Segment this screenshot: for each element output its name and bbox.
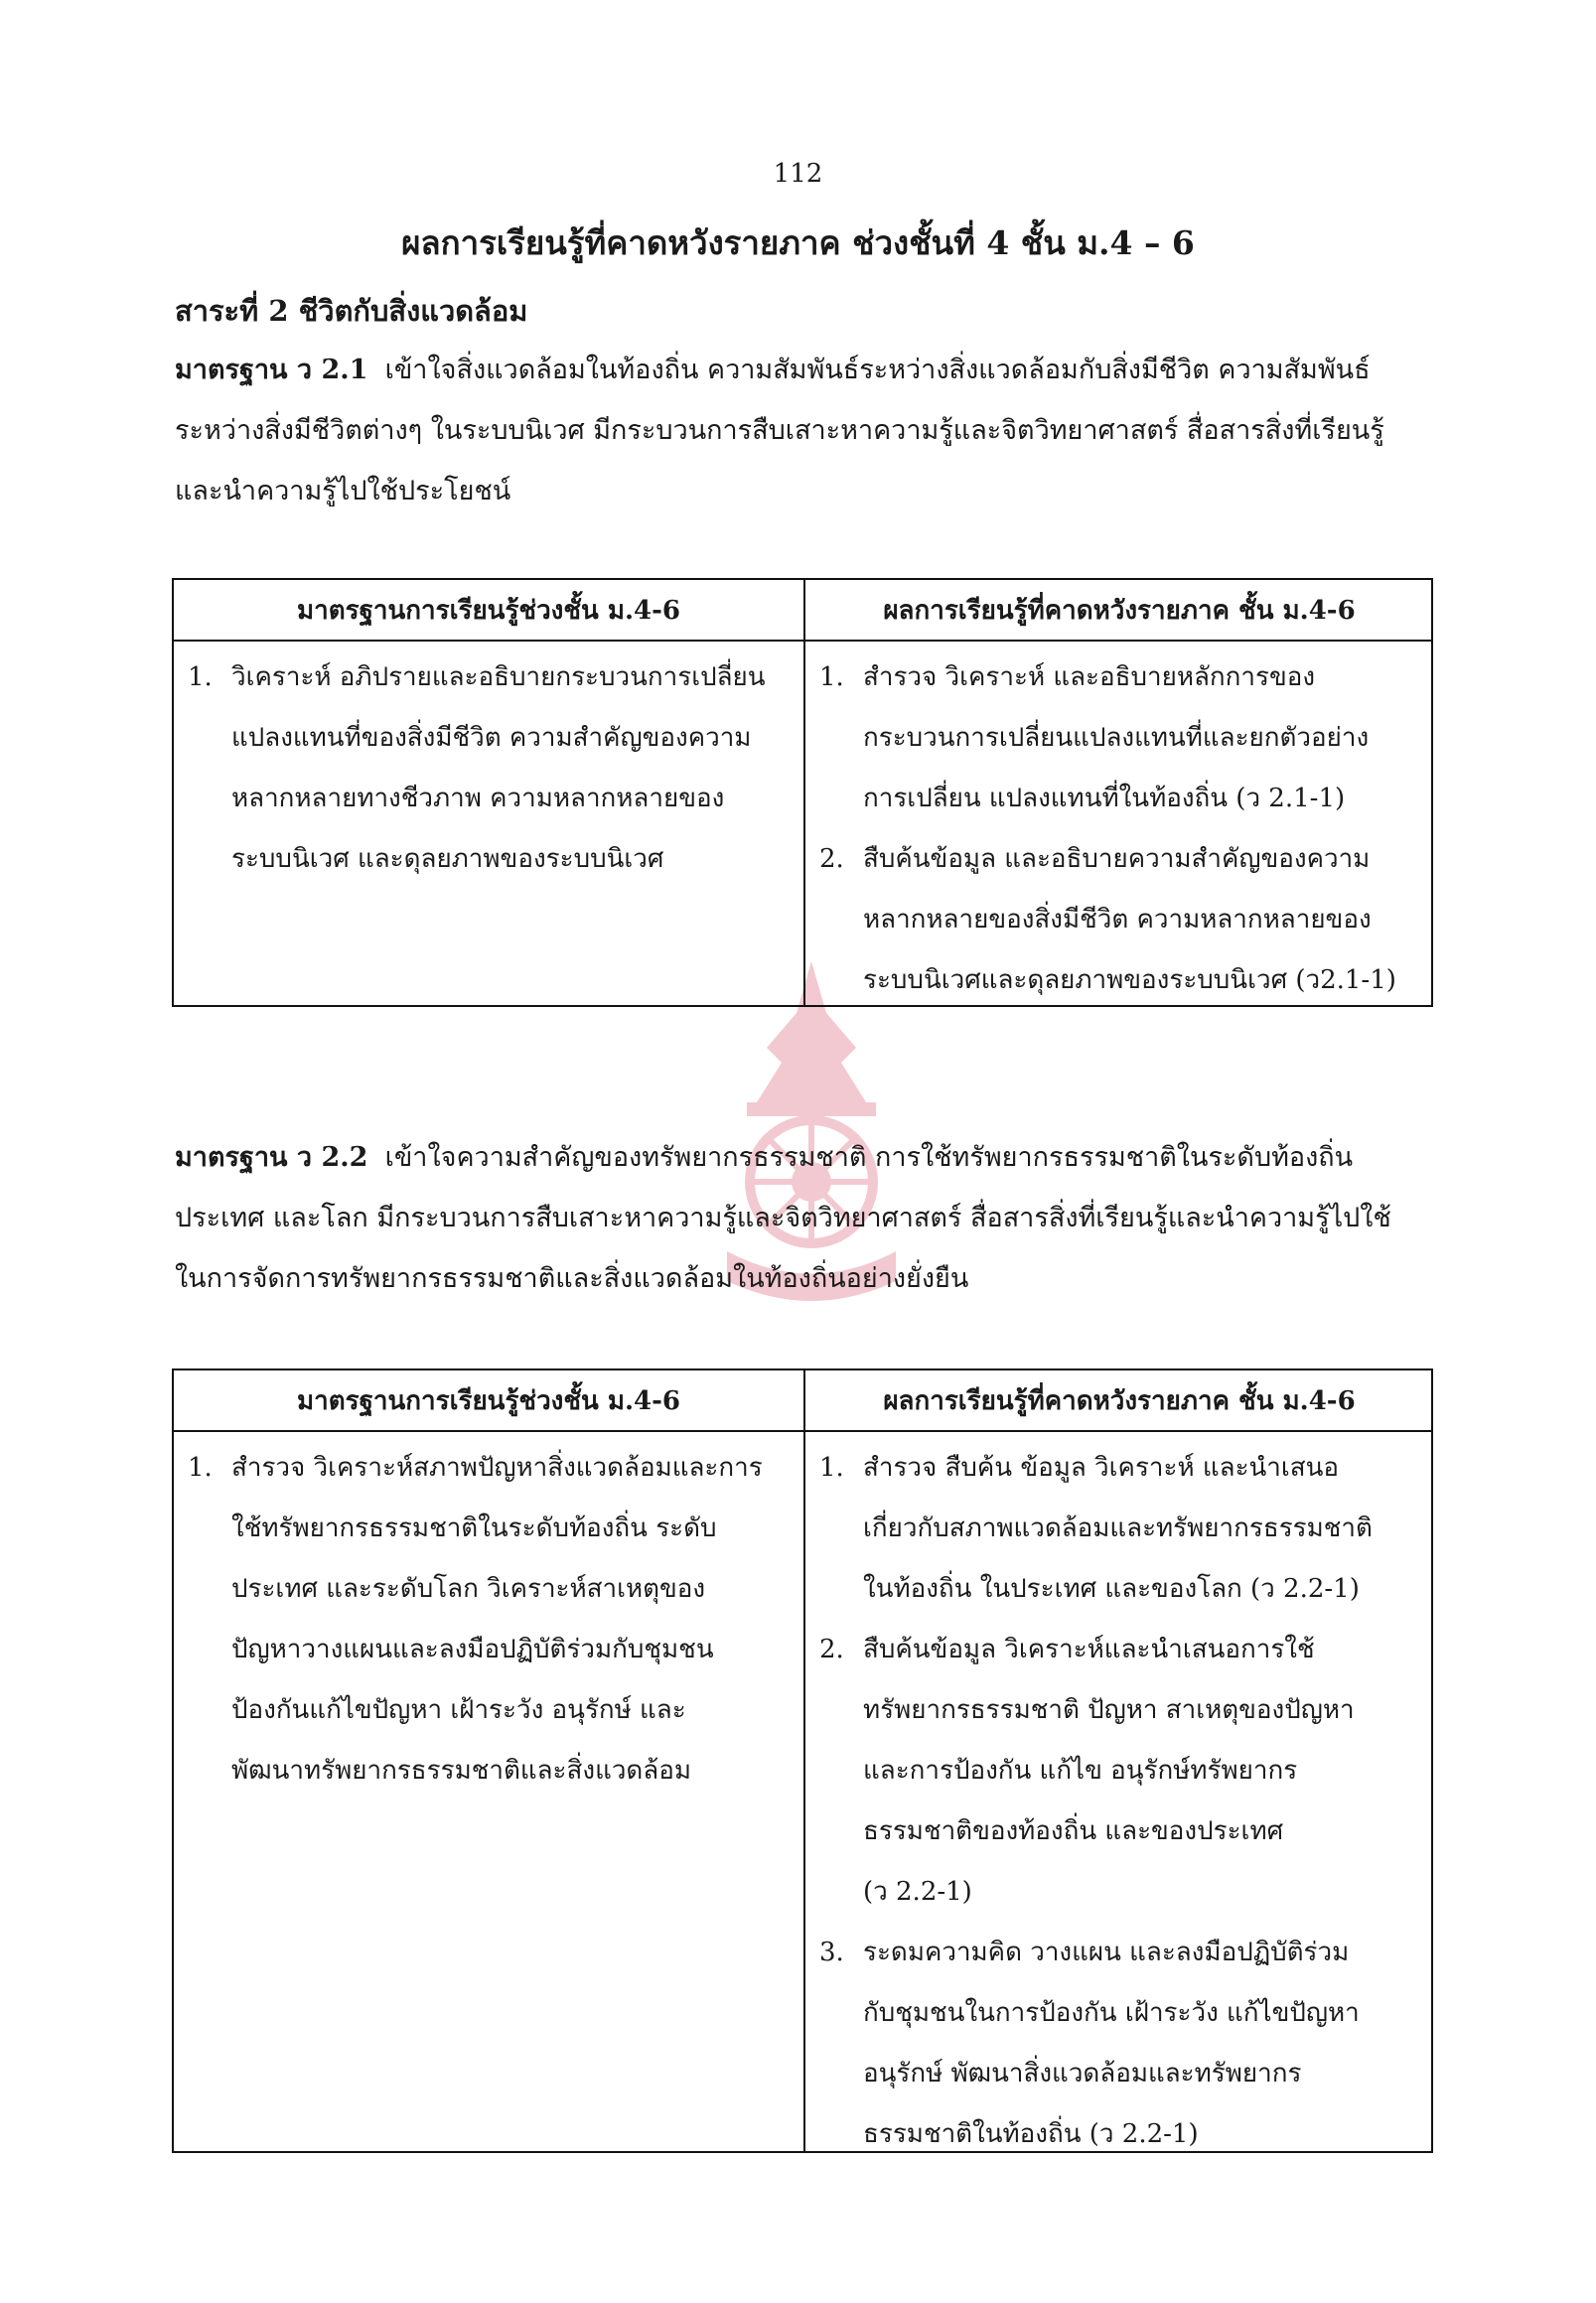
learning-table bbox=[172, 578, 1433, 1007]
column-divider bbox=[803, 1370, 805, 2151]
table-header-outcomes: ผลการเรียนรู้ที่คาดหวังรายภาค ชั้น ม.4-6 bbox=[883, 596, 1356, 626]
page-title: ผลการเรียนรู้ที่คาดหวังรายภาค ช่วงชั้นที่ 4 ชั้น ม.4 – 6 bbox=[401, 223, 1195, 262]
column-divider bbox=[803, 580, 805, 1005]
list-item bbox=[188, 1438, 796, 1801]
list-item bbox=[819, 1620, 1425, 1923]
outcomes-column bbox=[819, 1438, 1425, 2165]
list-item bbox=[819, 1923, 1425, 2165]
item-number: 1. bbox=[188, 1453, 213, 1483]
item-number: 2. bbox=[819, 1635, 844, 1664]
item-number: 3. bbox=[819, 1938, 844, 1967]
item-number: 1. bbox=[819, 662, 844, 692]
standards-column bbox=[188, 648, 796, 890]
item-text: สืบค้นข้อมูล วิเคราะห์และนำเสนอการใช้ ทรัพยากรธรรมชาติ ปัญหา สาเหตุของปัญหา และการป้องกัน แก้ไข อนุรักษ์ทรัพยากร ธรรมชาติของท้องถิ่น และของประเทศ (ว 2.2-1) bbox=[863, 1635, 1355, 1907]
standard-paragraph bbox=[175, 340, 1416, 521]
item-text: สืบค้นข้อมูล และอธิบายความสำคัญของความ หลากหลายของสิ่งมีชีวิต ความหลากหลายของ ระบบนิเวศและดุลยภาพของระบบนิเวศ (ว2.1-1) bbox=[863, 844, 1396, 995]
standard-label: มาตรฐาน ว 2.1 bbox=[175, 355, 368, 385]
item-number: 2. bbox=[819, 844, 844, 874]
page-number: 112 bbox=[773, 159, 823, 189]
standard-paragraph bbox=[175, 1127, 1416, 1309]
item-text: สำรวจ วิเคราะห์สภาพปัญหาสิ่งแวดล้อมและการ ใช้ทรัพยากรธรรมชาติในระดับท้องถิ่น ระดับ ประเทศ และระดับโลก วิเคราะห์สาเหตุของ ปัญหาวางแผนและลงมือปฏิบัติร่วมกับชุมชน ป้องกันแก้ไขปัญหา เฝ้าระวัง อนุรักษ์ และ พัฒนาทรัพยากรธรรมชาติและสิ่งแวดล้อม bbox=[231, 1453, 763, 1786]
list-item bbox=[819, 1438, 1425, 1620]
standard-text: เข้าใจความสำคัญของทรัพยากรธรรมชาติ การใช้ทรัพยากรธรรมชาติในระดับท้องถิ่น ประเทศ และโลก มีกระบวนการสืบเสาะหาความรู้และจิตวิทยาศาสตร์ สื่อสารสิ่งที่เรียนรู้และนำความรู้ไปใช้ในการจัดการทรัพยากรธรรมชาติและสิ่งแวดล้อมในท้องถิ่นอย่างยั่งยืน bbox=[175, 1142, 1391, 1294]
item-text: ระดมความคิด วางแผน และลงมือปฏิบัติร่วม กับชุมชนในการป้องกัน เฝ้าระวัง แก้ไขปัญหา อนุรักษ์ พัฒนาสิ่งแวดล้อมและทรัพยากร ธรรมชาติในท้องถิ่น (ว 2.2-1) bbox=[863, 1938, 1360, 2149]
item-number: 1. bbox=[188, 662, 213, 692]
table-header-outcomes: ผลการเรียนรู้ที่คาดหวังรายภาค ชั้น ม.4-6 bbox=[883, 1386, 1356, 1416]
standards-column bbox=[188, 1438, 796, 1801]
list-item bbox=[819, 829, 1425, 1011]
strand-heading: สาระที่ 2 ชีวิตกับสิ่งแวดล้อม bbox=[175, 294, 528, 328]
header-divider bbox=[174, 640, 1431, 642]
item-number: 1. bbox=[819, 1453, 844, 1483]
list-item bbox=[188, 648, 796, 890]
list-item bbox=[819, 648, 1425, 829]
item-text: สำรวจ สืบค้น ข้อมูล วิเคราะห์ และนำเสนอ เกี่ยวกับสภาพแวดล้อมและทรัพยากรธรรมชาติ ในท้องถิ่น ในประเทศ และของโลก (ว 2.2-1) bbox=[863, 1453, 1373, 1604]
item-text: สำรวจ วิเคราะห์ และอธิบายหลักการของ กระบวนการเปลี่ยนแปลงแทนที่และยกตัวอย่าง การเปลี่ยน แปลงแทนที่ในท้องถิ่น (ว 2.1-1) bbox=[863, 662, 1370, 813]
header-divider bbox=[174, 1430, 1431, 1432]
table-header-standards: มาตรฐานการเรียนรู้ช่วงชั้น ม.4-6 bbox=[296, 596, 680, 626]
outcomes-column bbox=[819, 648, 1425, 1011]
table-header-standards: มาตรฐานการเรียนรู้ช่วงชั้น ม.4-6 bbox=[296, 1386, 680, 1416]
learning-table bbox=[172, 1368, 1433, 2153]
standard-text: เข้าใจสิ่งแวดล้อมในท้องถิ่น ความสัมพันธ์ระหว่างสิ่งแวดล้อมกับสิ่งมีชีวิต ความสัมพันธ์ระหว่างสิ่งมีชีวิตต่างๆ ในระบบนิเวศ มีกระบวนการสืบเสาะหาความรู้และจิตวิทยาศาสตร์ สื่อสารสิ่งที่เรียนรู้และนำความรู้ไปใช้ประโยชน์ bbox=[175, 355, 1384, 506]
item-text: วิเคราะห์ อภิปรายและอธิบายกระบวนการเปลี่ยน แปลงแทนที่ของสิ่งมีชีวิต ความสำคัญของความ หลากหลายทางชีวภาพ ความหลากหลายของ ระบบนิเวศ และดุลยภาพของระบบนิเวศ bbox=[231, 662, 766, 874]
standard-label: มาตรฐาน ว 2.2 bbox=[175, 1142, 368, 1173]
